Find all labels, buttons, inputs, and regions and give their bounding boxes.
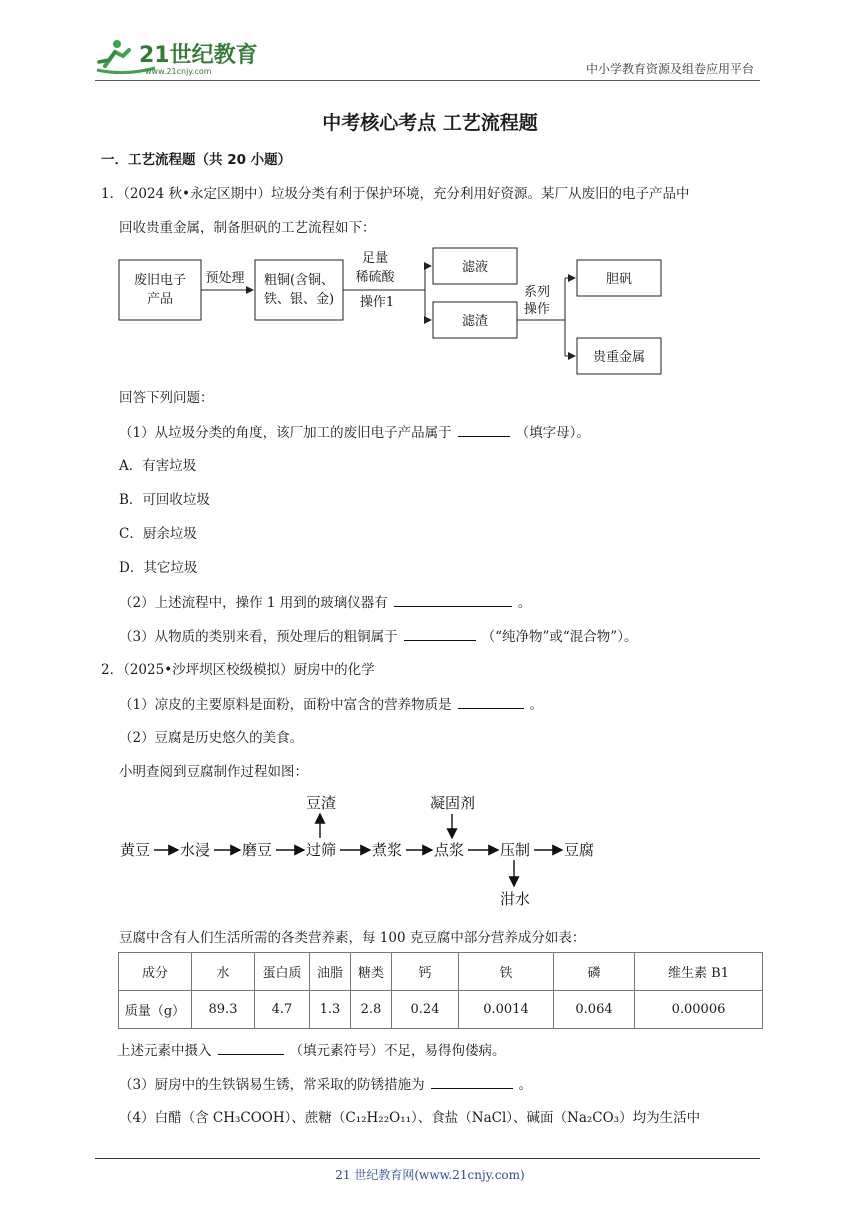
logo-text: 21世纪教育	[139, 43, 258, 68]
svg-text:黄豆: 黄豆	[120, 841, 151, 859]
svg-text:豆腐: 豆腐	[564, 841, 595, 859]
table-cell: 2.8	[351, 991, 392, 1029]
nutrition-table	[118, 952, 763, 1029]
box-crude-copper	[255, 260, 343, 320]
q2-stem: 2．（2025•沙坪坝区校级模拟）厨房中的化学	[101, 662, 375, 678]
q1-option-c: C．厨余垃圾	[119, 526, 197, 542]
table-cell: 89.3	[192, 991, 255, 1029]
table-cell: 0.24	[392, 991, 459, 1029]
svg-text:贵重金属: 贵重金属	[592, 350, 646, 365]
table-cell: 磷	[554, 953, 635, 991]
table-row	[119, 991, 763, 1029]
answer-blank[interactable]	[394, 592, 512, 607]
svg-text:豆渣: 豆渣	[306, 794, 337, 812]
q2-part4: （4）白醋（含 CH₃COOH）、蔗糖（C₁₂H₂₂O₁₁）、食盐（NaCl）、碱面（Na₂CO₃）均为生活中	[119, 1110, 701, 1126]
q1-part2: （2）上述流程中，操作 1 用到的玻璃仪器有 。	[119, 592, 531, 613]
table-cell: 0.00006	[635, 991, 763, 1029]
tofu-process-diagram	[118, 792, 608, 910]
svg-text:预处理: 预处理	[205, 271, 245, 286]
table-cell: 糖类	[351, 953, 392, 991]
q1-part1: （1）从垃圾分类的角度，该厂加工的废旧电子产品属于 （填字母）。	[119, 422, 590, 443]
footer-divider	[95, 1158, 760, 1159]
svg-text:磨豆: 磨豆	[242, 841, 273, 859]
svg-text:点浆: 点浆	[434, 841, 465, 859]
table-cell: 0.064	[554, 991, 635, 1029]
svg-text:铁、银、金): 铁、银、金)	[263, 292, 335, 307]
svg-text:稀硫酸: 稀硫酸	[355, 270, 395, 285]
table-cell: 钙	[392, 953, 459, 991]
svg-text:滤渣: 滤渣	[461, 314, 489, 329]
svg-text:操作: 操作	[523, 302, 551, 317]
q2-part2: （2）豆腐是历史悠久的美食。	[119, 730, 304, 746]
header-divider	[95, 80, 760, 81]
answer-blank[interactable]	[218, 1040, 284, 1055]
q1-stem-line2: 回收贵重金属，制备胆矾的工艺流程如下：	[119, 220, 376, 236]
svg-text:系列: 系列	[523, 285, 551, 300]
svg-text:凝固剂: 凝固剂	[430, 794, 476, 812]
svg-text:产品: 产品	[146, 292, 174, 307]
table-cell: 4.7	[255, 991, 310, 1029]
table-cell: 水	[192, 953, 255, 991]
q2-part2b: 小明查阅到豆腐制作过程如图：	[119, 764, 308, 780]
q1-answer-intro: 回答下列问题：	[119, 390, 214, 406]
svg-text:足量: 足量	[361, 251, 389, 266]
svg-text:过筛: 过筛	[306, 841, 337, 859]
svg-text:水浸: 水浸	[180, 841, 211, 859]
logo-url: www.21cnjy.com	[145, 67, 212, 76]
q1-option-b: B．可回收垃圾	[119, 492, 210, 508]
q2-table-intro: 豆腐中含有人们生活所需的各类营养素，每 100 克豆腐中部分营养成分如表：	[119, 930, 586, 946]
svg-text:废旧电子: 废旧电子	[133, 273, 187, 288]
svg-text:压制: 压制	[500, 841, 531, 859]
table-header-row	[119, 953, 763, 991]
q2-after-table: 上述元素中摄入 （填元素符号）不足，易得佝偻病。	[117, 1040, 506, 1061]
section-heading: 一．工艺流程题（共 20 小题）	[101, 152, 292, 168]
q2-part1: （1）凉皮的主要原料是面粉，面粉中富含的营养物质是 。	[119, 694, 543, 715]
q1-option-a: A．有害垃圾	[119, 458, 197, 474]
table-cell: 成分	[119, 953, 192, 991]
answer-blank[interactable]	[458, 694, 524, 709]
platform-label: 中小学教育资源及组卷应用平台	[585, 62, 754, 76]
svg-text:泔水: 泔水	[500, 890, 531, 908]
q1-stem-line1: 1．（2024 秋•永定区期中）垃圾分类有利于保护环境，充分利用好资源。某厂从废旧的电子产品中	[101, 186, 690, 202]
answer-blank[interactable]	[431, 1074, 513, 1089]
svg-text:煮浆: 煮浆	[372, 841, 403, 859]
table-cell: 油脂	[310, 953, 351, 991]
table-cell: 质量（g）	[119, 991, 192, 1029]
answer-blank[interactable]	[404, 626, 476, 641]
table-cell: 蛋白质	[255, 953, 310, 991]
answer-blank[interactable]	[458, 422, 510, 437]
table-cell: 1.3	[310, 991, 351, 1029]
svg-text:胆矾: 胆矾	[605, 272, 633, 287]
svg-text:操作1: 操作1	[359, 295, 395, 310]
recycling-flow-diagram	[115, 244, 675, 378]
table-cell: 维生素 B1	[635, 953, 763, 991]
page-title: 中考核心考点 工艺流程题	[322, 112, 538, 134]
box-waste-electronics	[119, 260, 201, 320]
svg-text:滤液: 滤液	[461, 260, 489, 275]
footer-link[interactable]: 21 世纪教育网(www.21cnjy.com)	[335, 1168, 525, 1182]
svg-text:粗铜(含铜、: 粗铜(含铜、	[263, 273, 335, 288]
site-logo	[95, 36, 265, 78]
table-cell: 0.0014	[459, 991, 554, 1029]
q1-option-d: D．其它垃圾	[119, 560, 198, 576]
q1-part3: （3）从物质的类别来看，预处理后的粗铜属于 （“纯净物”或“混合物”）。	[119, 626, 637, 647]
table-cell: 铁	[459, 953, 554, 991]
q2-part3: （3）厨房中的生铁锅易生锈，常采取的防锈措施为 。	[119, 1074, 532, 1095]
